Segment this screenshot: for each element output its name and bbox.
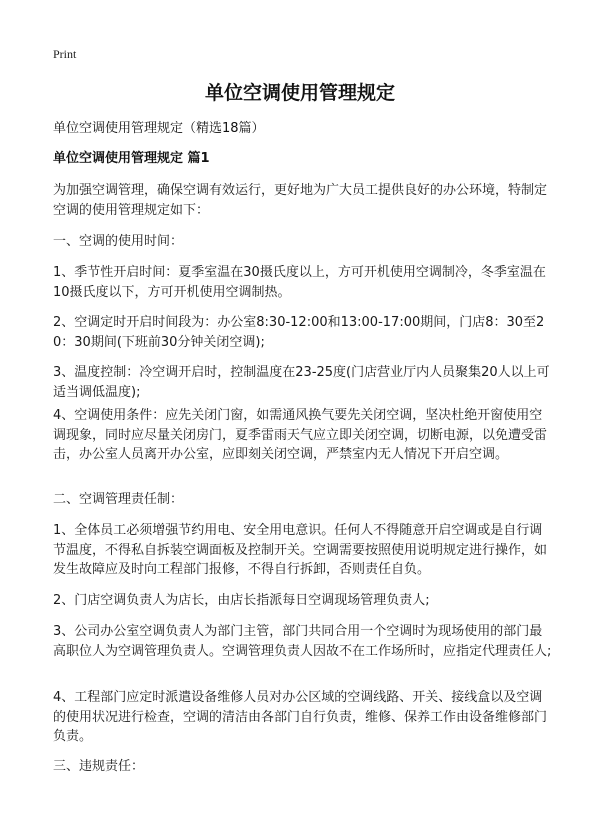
- document-subtitle: 单位空调使用管理规定（精选18篇）: [53, 121, 265, 136]
- paragraph-intro: 为加强空调管理，确保空调有效运行，更好地为广大员工提供良好的办公环境，特制定空调的使用管理规定如下：: [53, 183, 548, 218]
- paragraph-office-manager: 3、公司办公室空调负责人为部门主管，部门共同合用一个空调时为现场使用的部门最高职位人为空调管理负责人。空调管理负责人因故不在工作场所时，应指定代理责任人;: [53, 624, 552, 659]
- paragraph-engineering-inspection: 4、工程部门应定时派遣设备维修人员对办公区域的空调线路、开关、接线盒以及空调的使用状况进行检查，空调的清洁由各部门自行负责，维修、保养工作由设备维修部门负责。: [53, 690, 548, 744]
- print-link[interactable]: Print: [53, 47, 77, 61]
- paragraph-staff-awareness: 1、全体员工必须增强节约用电、安全用电意识。任何人不得随意开启空调或是自行调节温度，不得私自拆装空调面板及控制开关。空调需要按照使用说明规定进行操作，如发生故障应及时向工程部门报修，不得自行拆卸，否则责任自负。: [53, 523, 548, 577]
- paragraph-usage-time-heading: 一、空调的使用时间：: [53, 234, 184, 249]
- paragraph-violation-heading: 三、违规责任：: [53, 759, 145, 774]
- section-heading: 单位空调使用管理规定 篇1: [53, 151, 210, 166]
- paragraph-responsibility-heading: 二、空调管理责任制：: [53, 492, 184, 507]
- page-title: 单位空调使用管理规定: [204, 82, 395, 104]
- paragraph-timed-schedule: 2、空调定时开启时间段为：办公室8:30-12:00和13:00-17:00期间，门店8：30至20：30期间(下班前30分钟关闭空调);: [53, 315, 545, 350]
- paragraph-temperature-control: 3、温度控制：冷空调开启时，控制温度在23-25度(门店营业厅内人员聚集20人以上可适当调低温度);: [53, 365, 550, 400]
- paragraph-usage-conditions: 4、空调使用条件：应先关闭门窗，如需通风换气要先关闭空调，坚决杜绝开窗使用空调现象，同时应尽量关闭房门，夏季雷雨天气应立即关闭空调，切断电源，以免遭受雷击，办公室人员离开办公室，应即刻关闭空调，严禁室内无人情况下开启空调。: [53, 408, 548, 462]
- paragraph-store-manager: 2、门店空调负责人为店长，由店长指派每日空调现场管理负责人;: [53, 593, 430, 608]
- paragraph-seasonal-time: 1、季节性开启时间：夏季室温在30摄氏度以上，方可开机使用空调制冷，冬季室温在10摄氏度以下，方可开机使用空调制热。: [53, 265, 546, 300]
